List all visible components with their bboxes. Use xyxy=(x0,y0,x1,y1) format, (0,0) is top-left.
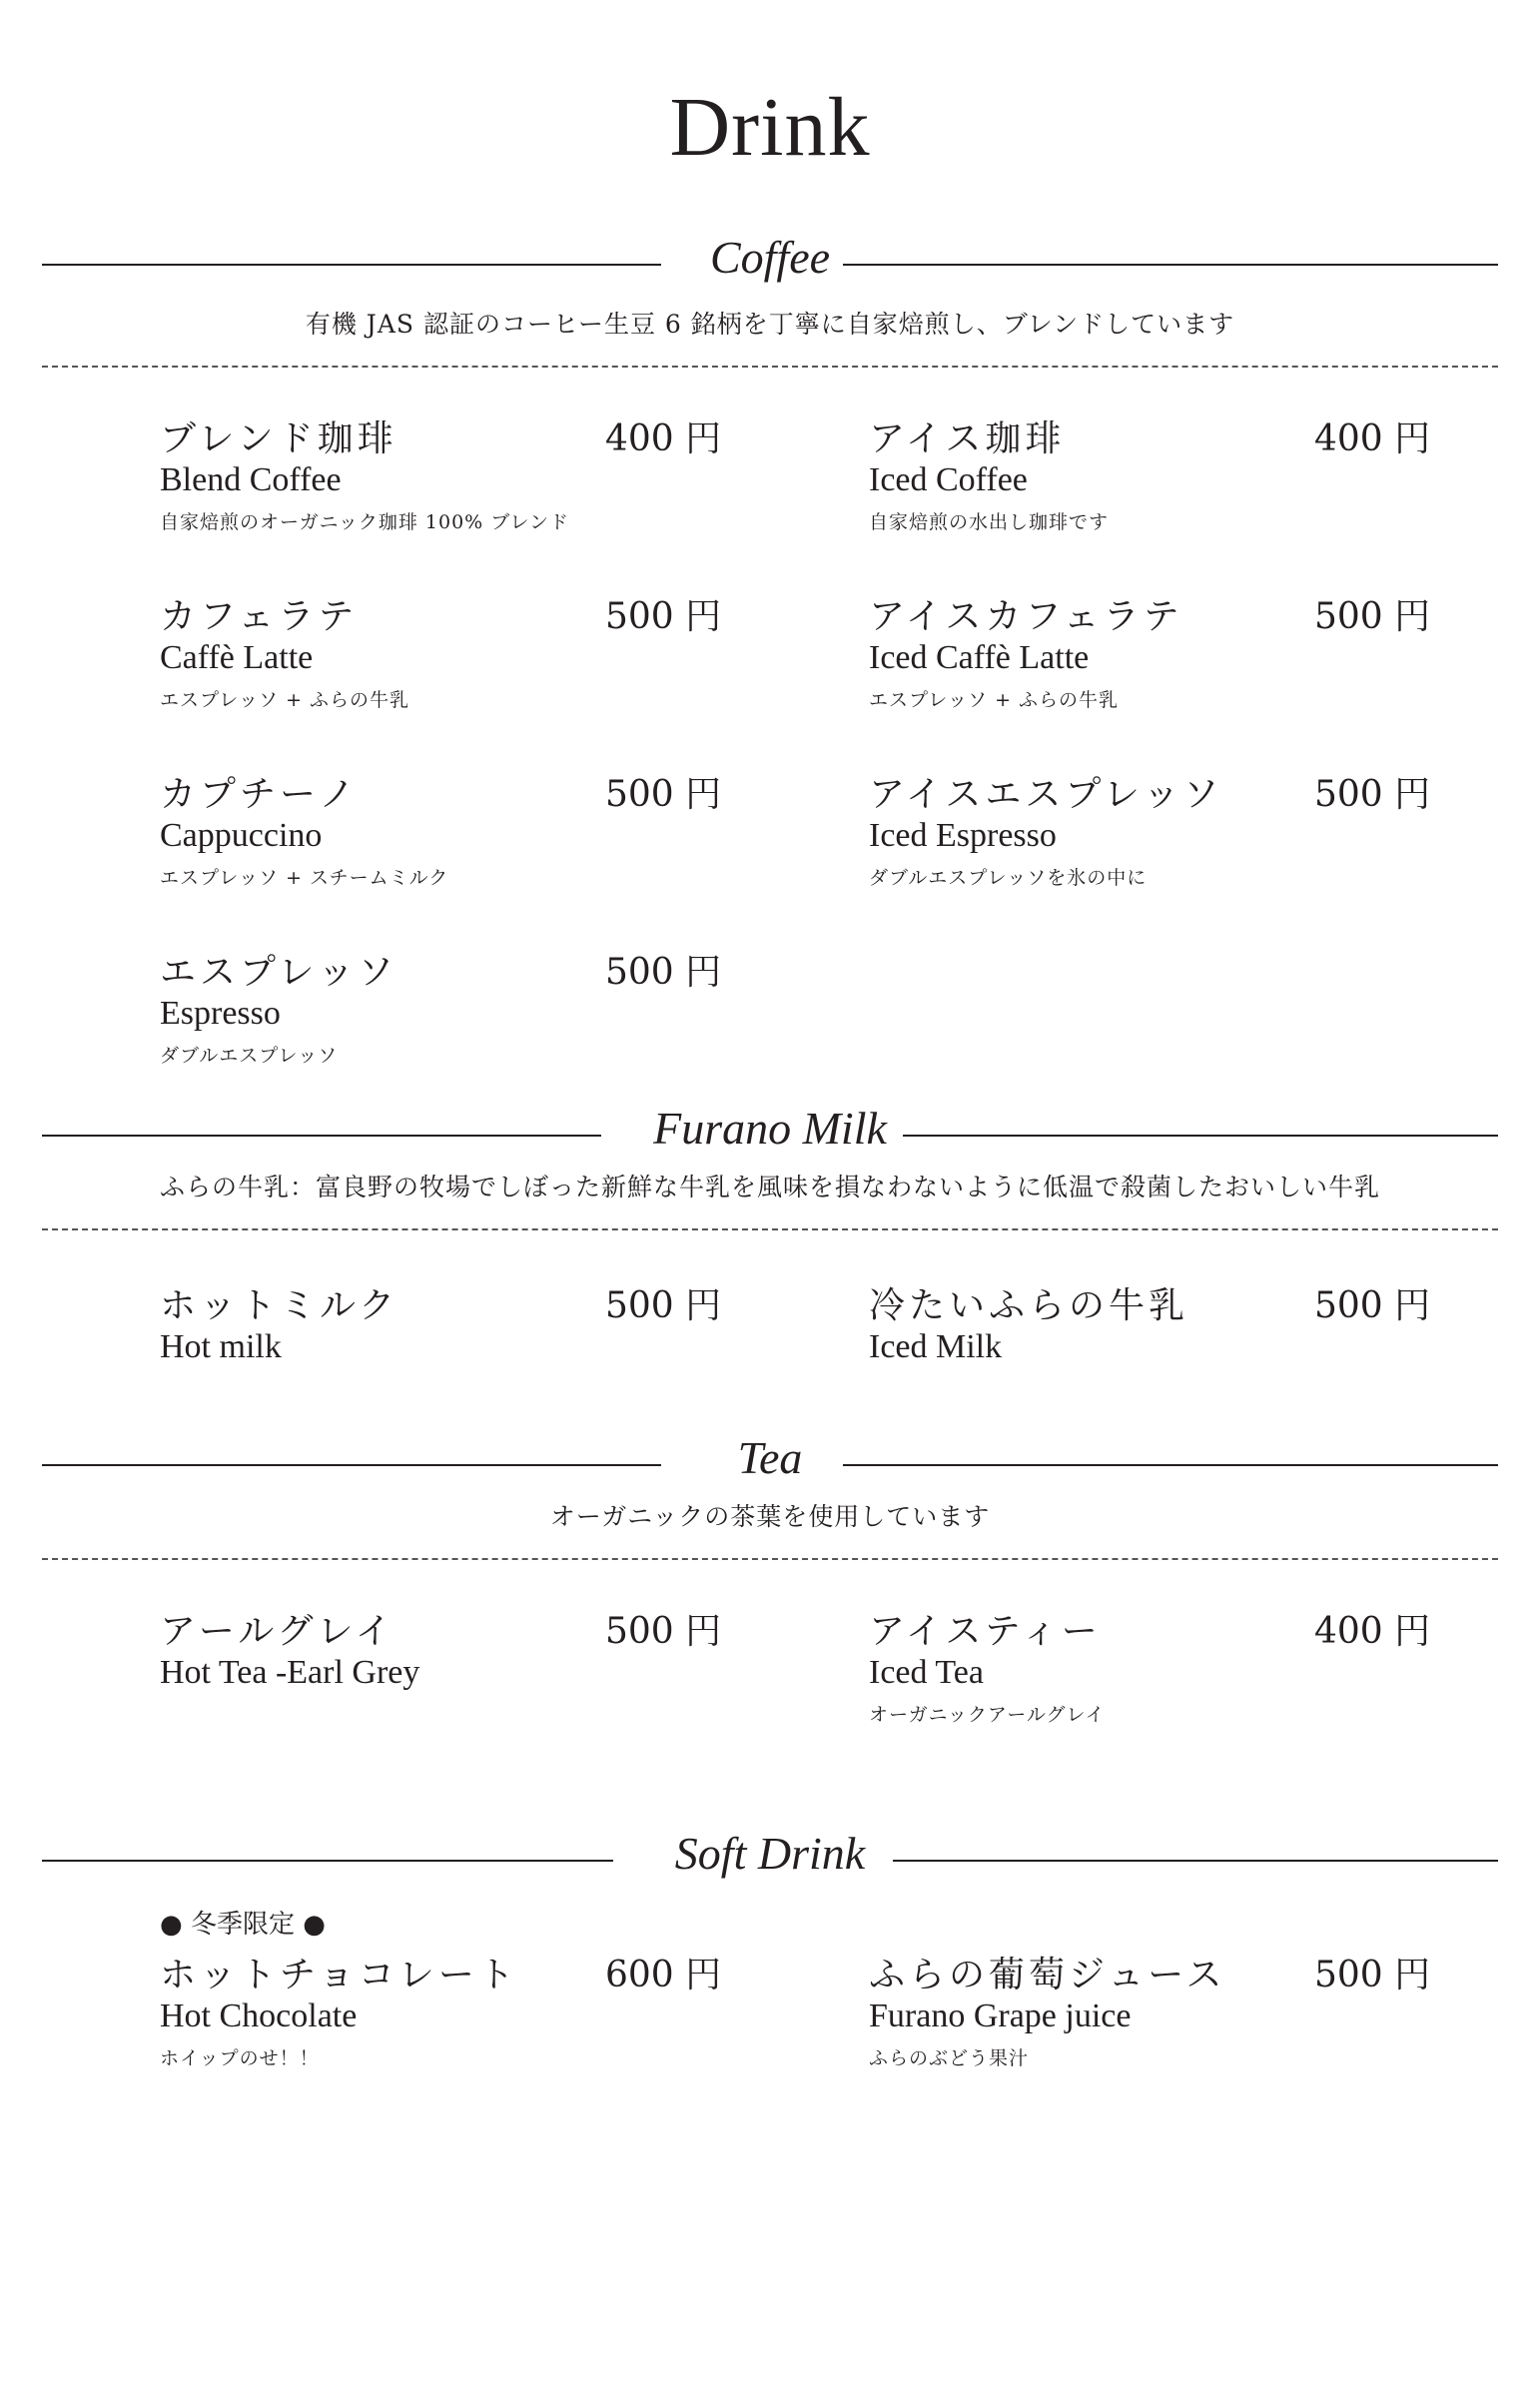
item-name-jp: ホットミルク xyxy=(160,1285,399,1326)
coffee-header xyxy=(0,228,1540,298)
item-name-jp: ホットチョコレート xyxy=(160,1955,518,1995)
item-price: 500 円 xyxy=(605,952,722,993)
coffee-section xyxy=(0,228,1540,339)
dashed-divider xyxy=(42,1228,1498,1230)
item-price: 500 円 xyxy=(1314,1285,1431,1326)
item-name-en: Espresso xyxy=(160,995,281,1032)
item-price: 400 円 xyxy=(1314,1611,1431,1652)
item-name-en: Iced Milk xyxy=(869,1328,1003,1365)
milk-title: Furano Milk xyxy=(653,1103,887,1154)
item-name-jp: カフェラテ xyxy=(160,596,359,637)
soft-drink-section xyxy=(0,1824,1540,1894)
header-rule-right xyxy=(893,1860,1498,1862)
item-name-en: Iced Espresso xyxy=(869,817,1057,854)
soft-drink-title: Soft Drink xyxy=(674,1828,866,1879)
page-title: Drink xyxy=(669,81,871,174)
milk-header xyxy=(0,1099,1540,1169)
item-price: 500 円 xyxy=(605,774,722,815)
item-name-en: Caffè Latte xyxy=(160,639,314,676)
coffee-title: Coffee xyxy=(709,232,831,283)
item-price: 500 円 xyxy=(605,596,722,637)
item-note: オーガニックアールグレイ xyxy=(869,1704,1106,1726)
item-name-en: Blend Coffee xyxy=(160,461,342,498)
item-price: 600 円 xyxy=(605,1955,722,1995)
winter-limited-badge: ● 冬季限定 ● xyxy=(160,1910,326,1940)
item-note: 自家焙煎の水出し珈琲です xyxy=(869,511,1110,533)
item-note: 自家焙煎のオーガニック珈琲 100% ブレンド xyxy=(160,511,570,533)
dashed-divider xyxy=(42,1558,1498,1560)
item-price: 400 円 xyxy=(605,418,722,459)
tea-description: オーガニックの茶葉を使用しています xyxy=(549,1502,991,1531)
item-price: 400 円 xyxy=(1314,418,1431,459)
item-note: エスプレッソ + ふらの牛乳 xyxy=(160,689,410,711)
item-name-jp: アイスティー xyxy=(869,1611,1102,1652)
item-name-en: Iced Coffee xyxy=(869,461,1028,498)
item-name-en: Iced Tea xyxy=(869,1654,984,1691)
header-rule-right xyxy=(843,264,1498,266)
milk-section xyxy=(0,1099,1540,1201)
item-name-jp: ふらの葡萄ジュース xyxy=(869,1955,1226,1995)
item-price: 500 円 xyxy=(1314,1955,1431,1995)
item-note: ふらのぶどう果汁 xyxy=(869,2047,1030,2069)
item-note: エスプレッソ + ふらの牛乳 xyxy=(869,689,1120,711)
item-name-jp: ブレンド珈琲 xyxy=(160,418,397,459)
milk-description: ふらの牛乳：富良野の牧場でしぼった新鮮な牛乳を風味を損なわないように低温で殺菌したおいしい牛乳 xyxy=(159,1173,1380,1201)
item-name-en: Hot Tea -Earl Grey xyxy=(160,1654,420,1691)
soft-drink-header xyxy=(0,1824,1540,1894)
item-name-jp: アイスエスプレッソ xyxy=(869,774,1223,815)
header-rule-right xyxy=(903,1135,1498,1137)
item-note: ホイップのせ！！ xyxy=(160,2047,320,2069)
item-name-jp: カプチーノ xyxy=(160,774,360,815)
item-note: ダブルエスプレッソを氷の中に xyxy=(869,867,1148,889)
item-name-jp: エスプレッソ xyxy=(160,952,398,993)
item-name-jp: 冷たいふらの牛乳 xyxy=(869,1285,1189,1326)
item-name-en: Cappuccino xyxy=(160,817,323,854)
item-price: 500 円 xyxy=(1314,774,1431,815)
tea-section xyxy=(0,1428,1540,1531)
item-price: 500 円 xyxy=(605,1611,722,1652)
item-note: エスプレッソ + スチームミルク xyxy=(160,867,449,889)
item-name-jp: アイス珈琲 xyxy=(869,418,1066,459)
item-note: ダブルエスプレッソ xyxy=(160,1045,339,1067)
item-price: 500 円 xyxy=(605,1285,722,1326)
item-name-jp: アイスカフェラテ xyxy=(869,596,1183,637)
tea-title: Tea xyxy=(737,1432,803,1483)
item-name-en: Furano Grape juice xyxy=(869,1997,1132,2034)
header-rule-right xyxy=(843,1464,1498,1466)
item-name-en: Hot Chocolate xyxy=(160,1997,358,2034)
item-name-en: Hot milk xyxy=(160,1328,282,1365)
item-name-en: Iced Caffè Latte xyxy=(869,639,1090,676)
item-price: 500 円 xyxy=(1314,596,1431,637)
dashed-divider xyxy=(42,366,1498,368)
tea-header xyxy=(0,1428,1540,1498)
item-name-jp: アールグレイ xyxy=(160,1611,395,1652)
coffee-description: 有機 JAS 認証のコーヒー生豆 6 銘柄を丁寧に自家焙煎し、ブレンドしています xyxy=(305,310,1235,339)
